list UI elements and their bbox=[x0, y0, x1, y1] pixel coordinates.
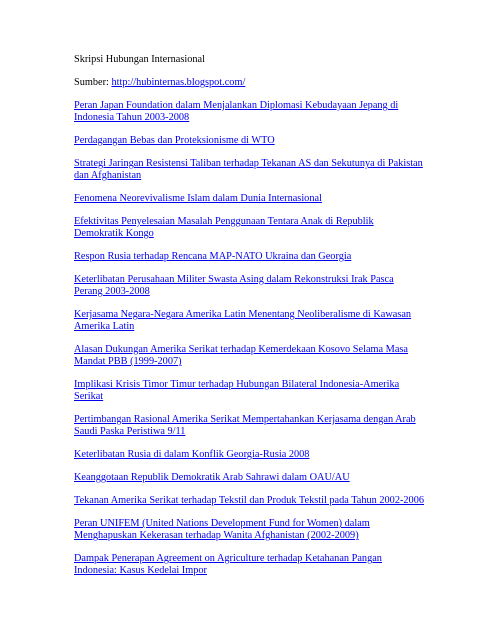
list-item bbox=[74, 309, 424, 333]
document-page bbox=[74, 54, 424, 588]
list-item bbox=[74, 495, 424, 507]
thesis-list bbox=[74, 100, 424, 577]
list-item bbox=[74, 193, 424, 205]
list-item bbox=[74, 344, 424, 368]
list-item bbox=[74, 216, 424, 240]
list-item bbox=[74, 274, 424, 298]
thesis-link[interactable]: Keanggotaan Republik Demokratik Arab Sahrawi dalam OAU/AU bbox=[74, 472, 350, 483]
thesis-link[interactable]: Keterlibatan Perusahaan Militer Swasta Asing dalam Rekonstruksi Irak Pasca Perang 2003-2008 bbox=[74, 274, 394, 297]
document-title: Skripsi Hubungan Internasional bbox=[74, 54, 205, 65]
source-label: Sumber: bbox=[74, 77, 112, 88]
thesis-link[interactable]: Implikasi Krisis Timor Timur terhadap Hubungan Bilateral Indonesia-Amerika Serikat bbox=[74, 379, 400, 402]
thesis-link[interactable]: Pertimbangan Rasional Amerika Serikat Mempertahankan Kerjasama dengan Arab Saudi Paska Peristiwa 9/11 bbox=[74, 414, 416, 437]
thesis-link[interactable]: Tekanan Amerika Serikat terhadap Tekstil dan Produk Tekstil pada Tahun 2002-2006 bbox=[74, 495, 424, 506]
source-line bbox=[74, 77, 424, 89]
list-item bbox=[74, 553, 424, 577]
list-item bbox=[74, 379, 424, 403]
list-item bbox=[74, 135, 424, 147]
thesis-link[interactable]: Efektivitas Penyelesaian Masalah Penggunaan Tentara Anak di Republik Demokratik Kongo bbox=[74, 216, 374, 239]
list-item bbox=[74, 100, 424, 124]
thesis-link[interactable]: Peran Japan Foundation dalam Menjalankan Diplomasi Kebudayaan Jepang di Indonesia Tahun 2003-2008 bbox=[74, 100, 399, 123]
source-link[interactable]: http://hubinternas.blogspot.com/ bbox=[111, 77, 246, 88]
list-item bbox=[74, 414, 424, 438]
list-item bbox=[74, 449, 424, 461]
list-item bbox=[74, 472, 424, 484]
list-item bbox=[74, 251, 424, 263]
thesis-link[interactable]: Perdagangan Bebas dan Proteksionisme di WTO bbox=[74, 135, 275, 146]
thesis-link[interactable]: Strategi Jaringan Resistensi Taliban terhadap Tekanan AS dan Sekutunya di Pakistan dan Afghanistan bbox=[74, 158, 423, 181]
list-item bbox=[74, 518, 424, 542]
thesis-link[interactable]: Kerjasama Negara-Negara Amerika Latin Menentang Neoliberalisme di Kawasan Amerika Latin bbox=[74, 309, 412, 332]
thesis-link[interactable]: Alasan Dukungan Amerika Serikat terhadap Kemerdekaan Kosovo Selama Masa Mandat PBB (1999-2007) bbox=[74, 344, 408, 367]
thesis-link[interactable]: Fenomena Neorevivalisme Islam dalam Dunia Internasional bbox=[74, 193, 322, 204]
list-item bbox=[74, 158, 424, 182]
thesis-link[interactable]: Keterlibatan Rusia di dalam Konflik Georgia-Rusia 2008 bbox=[74, 449, 310, 460]
thesis-link[interactable]: Dampak Penerapan Agreement on Agriculture terhadap Ketahanan Pangan Indonesia: Kasus Kedelai Impor bbox=[74, 553, 382, 576]
thesis-link[interactable]: Peran UNIFEM (United Nations Development Fund for Women) dalam Menghapuskan Kekerasan terhadap Wanita Afghanistan (2002-2009) bbox=[74, 518, 370, 541]
thesis-link[interactable]: Respon Rusia terhadap Rencana MAP-NATO Ukraina dan Georgia bbox=[74, 251, 352, 262]
